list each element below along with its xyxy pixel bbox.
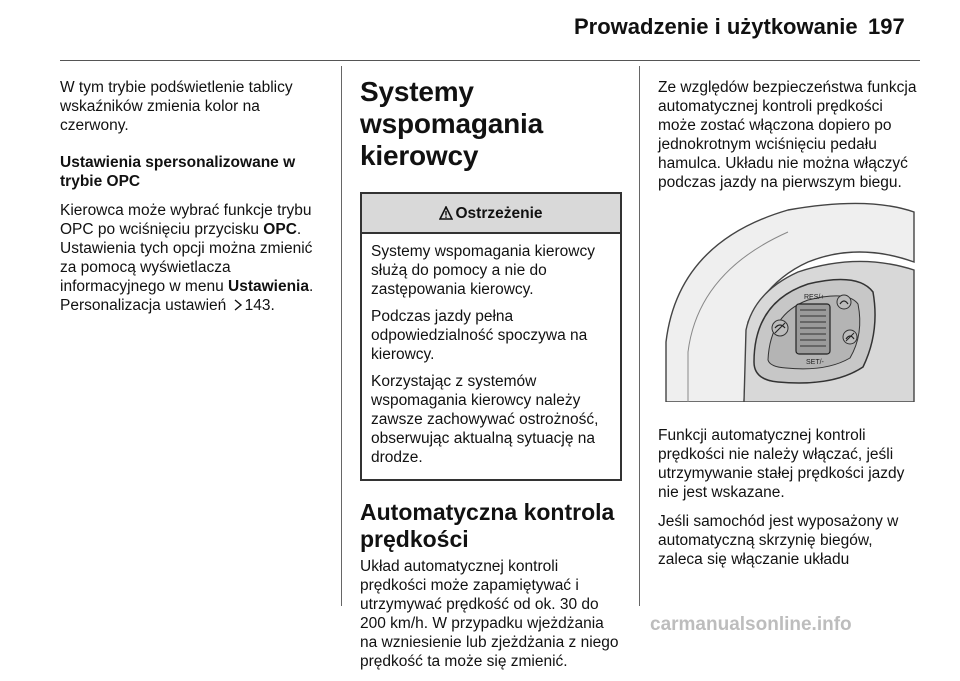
section-heading: Systemy wspomagania kierowcy: [360, 76, 543, 171]
page-reference-arrow-icon: [233, 299, 243, 311]
automatic-gearbox-paragraph: Jeśli samochód jest wyposażony w automatyczną skrzynię biegów, zaleca się włączanie układu: [658, 513, 899, 568]
opc-text-c: . Personalizacja ustawień: [60, 278, 314, 314]
safety-paragraph: Ze względów bezpieczeństwa funkcja automatycznej kontroli prędkości może zostać włączona dopiero po jednokrotnym wciśnięciu pedału hamulca. Układu nie można włączyć podczas jazdy na pierwszym biegu.: [658, 79, 917, 191]
warning-title: Ostrzeżenie: [455, 204, 543, 222]
steering-wheel-illustration: [658, 202, 916, 402]
page-number: 197: [868, 14, 905, 39]
intro-paragraph: W tym trybie podświetlenie tablicy wskaźników zmienia kolor na czerwony.: [60, 79, 293, 134]
page-reference-link[interactable]: 143.: [244, 297, 275, 314]
opc-subheading: Ustawienia spersonalizowane w trybie OPC: [60, 154, 296, 190]
warning-paragraph-1: Systemy wspomagania kierowcy służą do pomocy a nie do zastępowania kierowcy.: [371, 243, 595, 298]
warning-paragraph-2: Podczas jazdy pełna odpowiedzialność spoczywa na kierowcy.: [371, 308, 588, 363]
column-divider-2: [639, 66, 640, 606]
opc-text-b: . Ustawienia tych opcji można zmienić za pomocą wyświetlacza informacyjnego w menu: [60, 221, 313, 295]
warning-body: [362, 234, 620, 479]
settings-menu-name: Ustawienia: [228, 278, 309, 295]
warning-triangle-icon: [439, 206, 453, 220]
opc-text-a: Kierowca może wybrać funkcje trybu OPC po wciśnięciu przycisku: [60, 202, 312, 238]
warning-usage-paragraph: Funkcji automatycznej kontroli prędkości nie należy włączać, jeśli utrzymywanie stałej prędkości jazdy nie jest wskazane.: [658, 427, 905, 501]
column-divider-1: [341, 66, 342, 606]
opc-button-name: OPC: [263, 221, 297, 238]
warning-paragraph-3: Korzystając z systemów wspomagania kierowcy należy zawsze zachowywać ostrożność, obserwując aktualną sytuację na drodze.: [371, 373, 599, 466]
left-column: [60, 78, 332, 325]
opc-paragraph: [60, 201, 332, 315]
warning-header: [362, 194, 620, 234]
res-label: RES/+: [804, 294, 825, 301]
header-title: Prowadzenie i użytkowanie: [574, 14, 858, 39]
cruise-control-heading: Automatyczna kontrola prędkości: [360, 499, 615, 552]
cruise-control-paragraph: Układ automatycznej kontroli prędkości może zapamiętywać i utrzymywać prędkość od ok. 30 do 200 km/h. W przypadku wjeżdżania na wzniesienie lub zjeżdżania z niego prędkość ta może się zmienić.: [360, 558, 619, 670]
header-rule: [60, 60, 920, 61]
right-column: [658, 78, 920, 579]
watermark: carmanualsonline.info: [650, 614, 852, 635]
warning-box: [360, 192, 622, 481]
set-label: SET/-: [806, 359, 824, 366]
middle-column: [360, 76, 622, 681]
